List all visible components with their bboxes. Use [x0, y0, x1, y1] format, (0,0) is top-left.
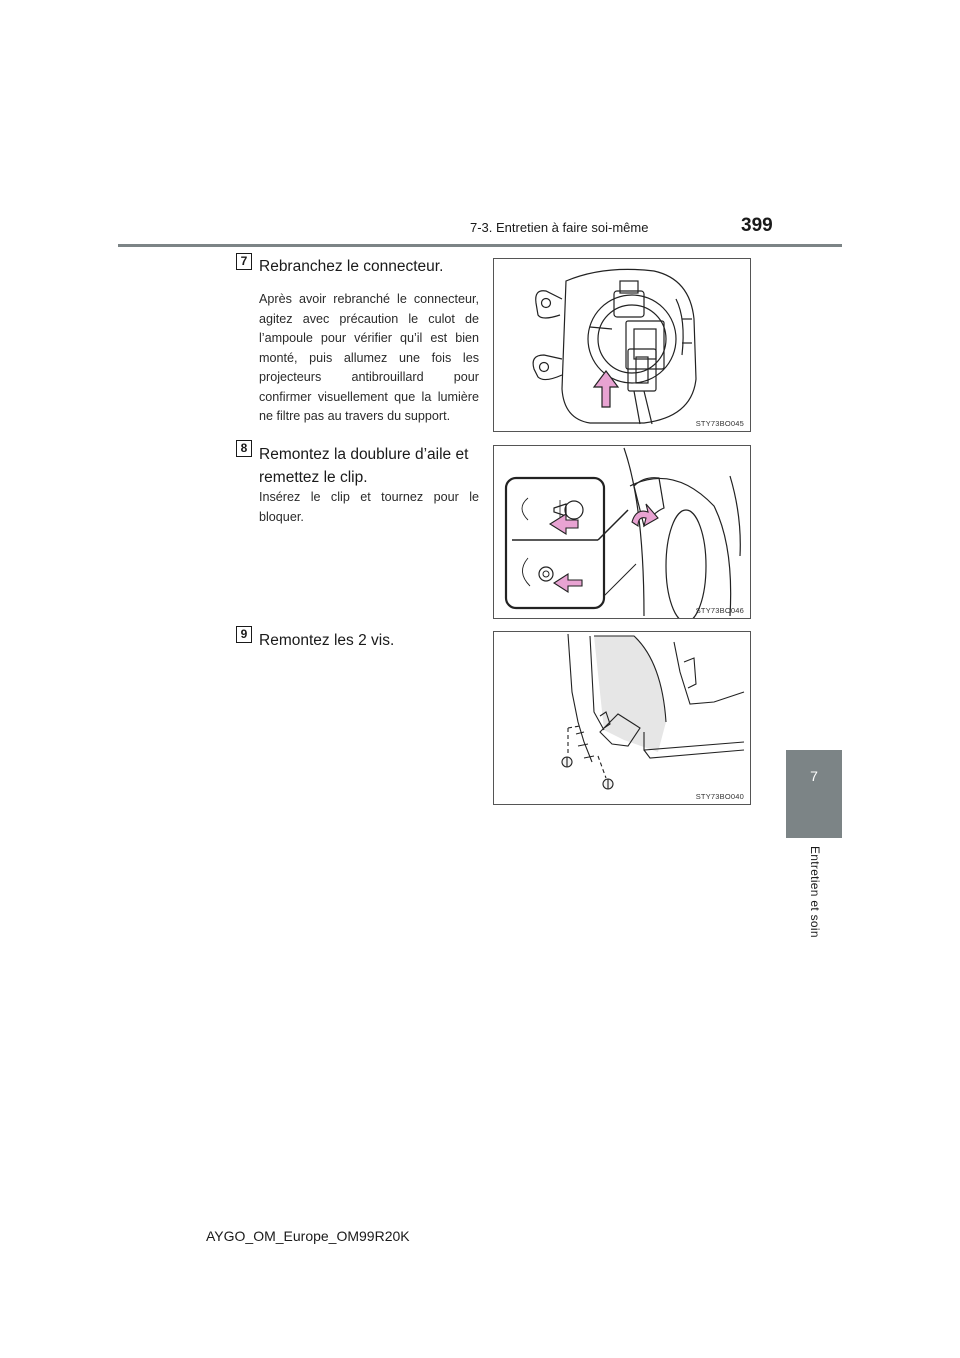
step-description: Après avoir rebranché le connecteur, agitez avec précaution le culot de l’ampoule pour vérifier qu’il est bien monté, puis allumez une fois les projecteurs antibrouillard pour confirmer visuellement que la lumière ne filtre pas au travers du support. — [259, 292, 479, 423]
step-number-badge: 8 — [236, 440, 252, 457]
step-number-badge: 7 — [236, 253, 252, 270]
page-number: 399 — [741, 215, 773, 236]
chapter-title: Entretien et soin — [808, 846, 822, 938]
insert-clip-arrow — [550, 514, 578, 534]
chapter-number: 7 — [810, 768, 818, 784]
chapter-tab[interactable] — [786, 750, 842, 838]
step-number-badge: 9 — [236, 626, 252, 643]
turn-clip-arrow — [554, 574, 582, 592]
fender-liner-illustration — [494, 446, 750, 618]
figure-fender-liner-clip — [493, 445, 751, 619]
step-description: Insérez le clip et tournez pour le bloquer. — [259, 490, 479, 524]
header-divider — [118, 244, 842, 247]
step-title: Remontez la doublure d’aile et remettez le clip. — [259, 446, 469, 486]
section-title: 7-3. Entretien à faire soi-même — [470, 220, 649, 235]
screws-illustration — [494, 632, 750, 804]
step-title: Remontez les 2 vis. — [259, 632, 395, 649]
step-title: Rebranchez le connecteur. — [259, 258, 444, 275]
figure-code: STY73BO045 — [695, 419, 744, 428]
figure-fog-lamp-connector — [493, 258, 751, 432]
fog-lamp-illustration — [494, 259, 750, 431]
document-id: AYGO_OM_Europe_OM99R20K — [206, 1228, 410, 1244]
rotate-arrow — [632, 504, 658, 526]
figure-code: STY73BO040 — [695, 792, 744, 801]
figure-screws — [493, 631, 751, 805]
figure-code: STY73BO046 — [695, 606, 744, 615]
push-up-arrow — [594, 371, 618, 407]
